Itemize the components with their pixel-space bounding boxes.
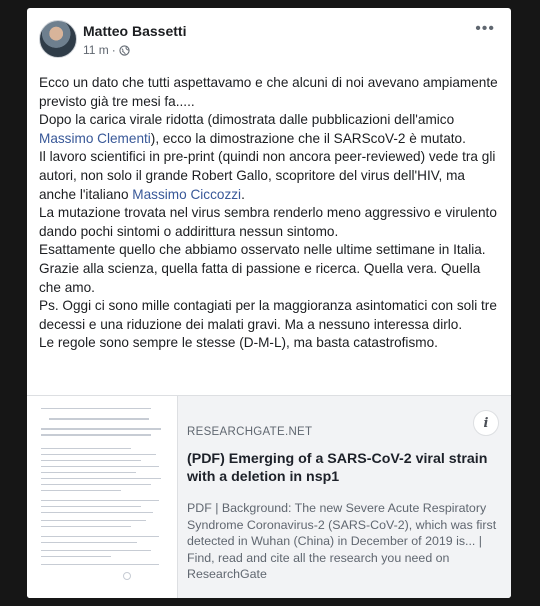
thumb-line	[41, 478, 161, 479]
thumb-line	[41, 550, 151, 551]
thumb-line	[41, 428, 161, 430]
thumb-line	[41, 466, 159, 467]
avatar[interactable]	[39, 20, 77, 58]
post-paragraph: Esattamente quello che abbiamo osservato nelle ultime settimane in Italia.	[39, 242, 486, 258]
globe-icon	[119, 45, 130, 56]
post-body	[39, 74, 501, 353]
mention-massimo-ciccozzi[interactable]: Massimo Ciccozzi	[132, 186, 242, 202]
link-description: PDF | Background: The new Severe Acute Respiratory Syndrome Coronavirus-2 (SARS-CoV-2), which was first detected in Wuhan (China) in December of 2019 is... | Find, read and cite all the research you need on ResearchGate	[187, 501, 497, 581]
text-segment: Dopo la carica virale ridotta (dimostrata dalle pubblicazioni dell'amico	[39, 112, 455, 128]
post-header	[39, 20, 499, 70]
thumb-line	[41, 434, 151, 436]
post-paragraph	[39, 148, 501, 204]
thumb-line	[41, 520, 146, 521]
mention-massimo-clementi[interactable]: Massimo Clementi	[39, 130, 151, 146]
thumb-line	[49, 418, 149, 420]
post-paragraph: Ps. Oggi ci sono mille contagiati per la maggioranza asintomatici con soli tre decessi e una riduzione dei malati gravi. Ma a nessuno interessa dirlo.	[39, 298, 497, 332]
text-segment: ), ecco la dimostrazione che il SARScoV-2 è mutato.	[150, 130, 466, 146]
thumb-line	[41, 512, 153, 513]
link-preview-card[interactable]	[27, 395, 511, 598]
author-name[interactable]: Matteo Bassetti	[83, 23, 187, 39]
more-options-icon[interactable]: •••	[475, 20, 495, 37]
thumb-line	[41, 448, 131, 449]
thumb-line	[41, 536, 159, 537]
thumb-line	[41, 542, 137, 543]
thumb-line	[41, 408, 151, 409]
thumb-line	[41, 484, 151, 485]
post-paragraph: La mutazione trovata nel virus sembra renderlo meno aggressivo e virulento dando pochi sintomi o addirittura nessun sintomo.	[39, 205, 497, 239]
meta-separator: ·	[111, 43, 116, 57]
post-paragraph: Ecco un dato che tutti aspettavamo e che alcuni di noi avevano ampiamente previsto già tre mesi fa.....	[39, 75, 498, 109]
document-thumbnail[interactable]	[27, 396, 178, 598]
link-info[interactable]	[187, 426, 503, 583]
thumb-line	[41, 500, 159, 501]
post-time[interactable]: 11 m	[83, 43, 109, 57]
text-segment: Il lavoro scientifici in pre-print (quindi non ancora peer-reviewed) vede tra gli autori, non solo il grande Robert Gallo, scopritore del virus dell'HIV, ma anche l'italiano	[39, 149, 496, 202]
thumb-line	[41, 460, 141, 461]
link-domain: RESEARCHGATE.NET	[187, 426, 313, 438]
post-paragraph: Le regole sono sempre le stesse (D-M-L), ma basta catastrofismo.	[39, 335, 438, 351]
link-title[interactable]: (PDF) Emerging of a SARS-CoV-2 viral strain with a deletion in nsp1	[187, 451, 488, 485]
thumb-mark	[123, 572, 131, 580]
thumb-line	[41, 564, 159, 565]
thumb-line	[41, 472, 136, 473]
text-segment: .	[241, 186, 245, 202]
info-icon[interactable]: i	[473, 410, 499, 436]
thumb-line	[41, 556, 111, 557]
post-paragraph	[39, 111, 501, 148]
post-paragraph: Grazie alla scienza, quella fatta di passione e ricerca. Quella vera. Quella che amo.	[39, 260, 481, 295]
thumb-line	[41, 526, 131, 527]
thumb-line	[41, 506, 141, 507]
post-meta	[83, 43, 130, 57]
thumb-line	[41, 454, 156, 455]
facebook-post	[27, 8, 511, 598]
thumb-line	[41, 490, 121, 491]
